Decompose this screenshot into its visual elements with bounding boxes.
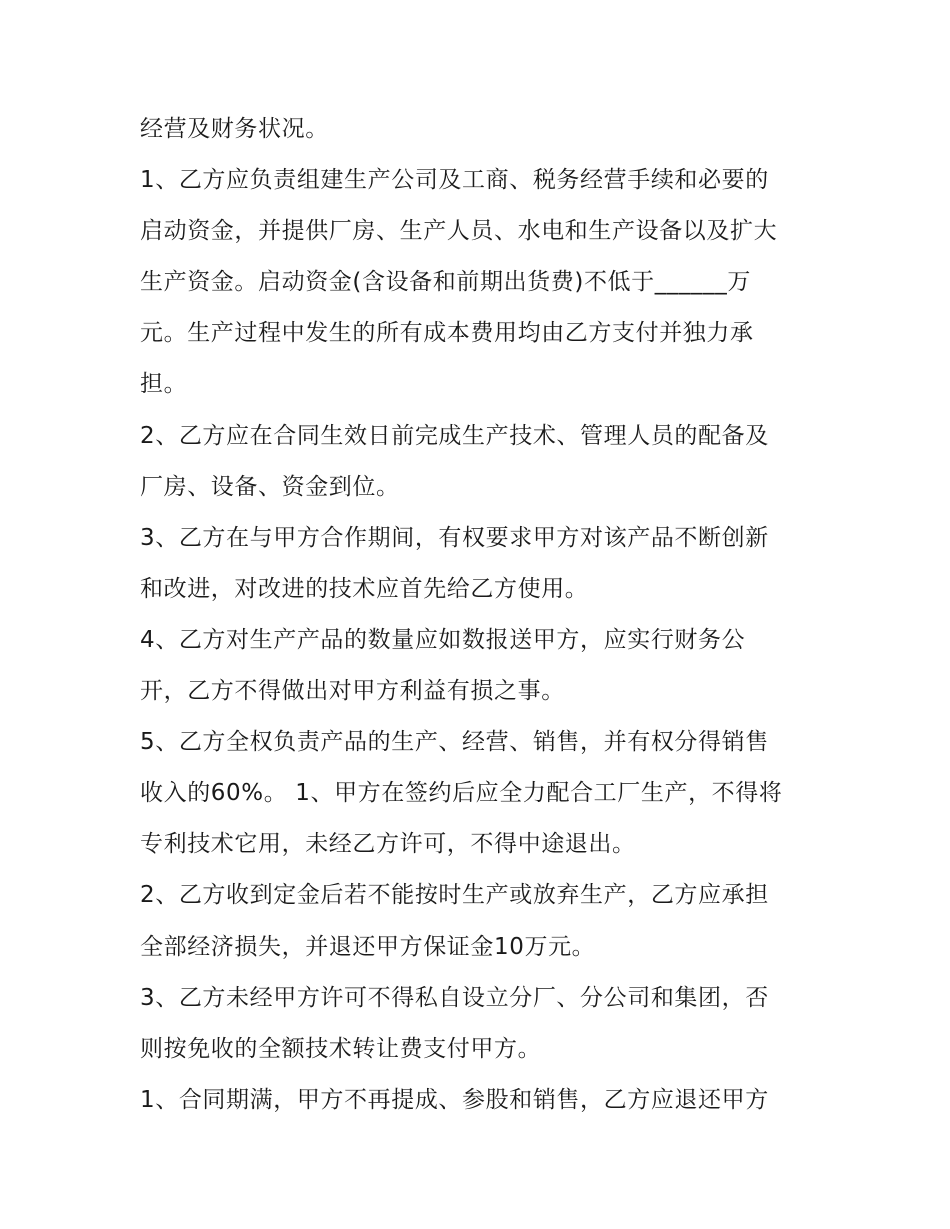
document-body <box>140 104 820 1126</box>
text-line: 专利技术它用，未经乙方许可，不得中途退出。 <box>140 831 636 858</box>
text-line: 厂房、设备、资金到位。 <box>140 473 400 500</box>
text-line: 1、合同期满，甲方不再提成、参股和销售，乙方应退还甲方 <box>140 1086 769 1113</box>
text-line: 3、乙方在与甲方合作期间，有权要求甲方对该产品不断创新 <box>140 524 769 551</box>
text-line: 全部经济损失，并退还甲方保证金10万元。 <box>140 933 596 960</box>
text-line: 启动资金，并提供厂房、生产人员、水电和生产设备以及扩大 <box>140 218 778 245</box>
text-line: 和改进，对改进的技术应首先给乙方使用。 <box>140 575 589 602</box>
text-line: 2、乙方应在合同生效日前完成生产技术、管理人员的配备及 <box>140 422 769 449</box>
text-line: 开，乙方不得做出对甲方利益有损之事。 <box>140 678 565 705</box>
text-line: 5、乙方全权负责产品的生产、经营、销售，并有权分得销售 <box>140 729 769 756</box>
text-line: 生产资金。启动资金(含设备和前期出货费)不低于______万 <box>140 269 751 296</box>
text-line: 担。 <box>140 371 188 398</box>
text-line: 收入的60%。 1、甲方在签约后应全力配合工厂生产，不得将 <box>140 780 783 807</box>
text-line: 经营及财务状况。 <box>140 116 329 142</box>
text-line: 2、乙方收到定金后若不能按时生产或放弃生产，乙方应承担 <box>140 882 769 909</box>
text-line: 3、乙方未经甲方许可不得私自设立分厂、分公司和集团，否 <box>140 984 769 1011</box>
text-line: 1、乙方应负责组建生产公司及工商、税务经营手续和必要的 <box>140 167 769 194</box>
text-line: 元。生产过程中发生的所有成本费用均由乙方支付并独力承 <box>140 320 754 347</box>
text-line: 则按免收的全额技术转让费支付甲方。 <box>140 1035 542 1062</box>
text-line: 4、乙方对生产产品的数量应如数报送甲方，应实行财务公 <box>140 626 746 653</box>
